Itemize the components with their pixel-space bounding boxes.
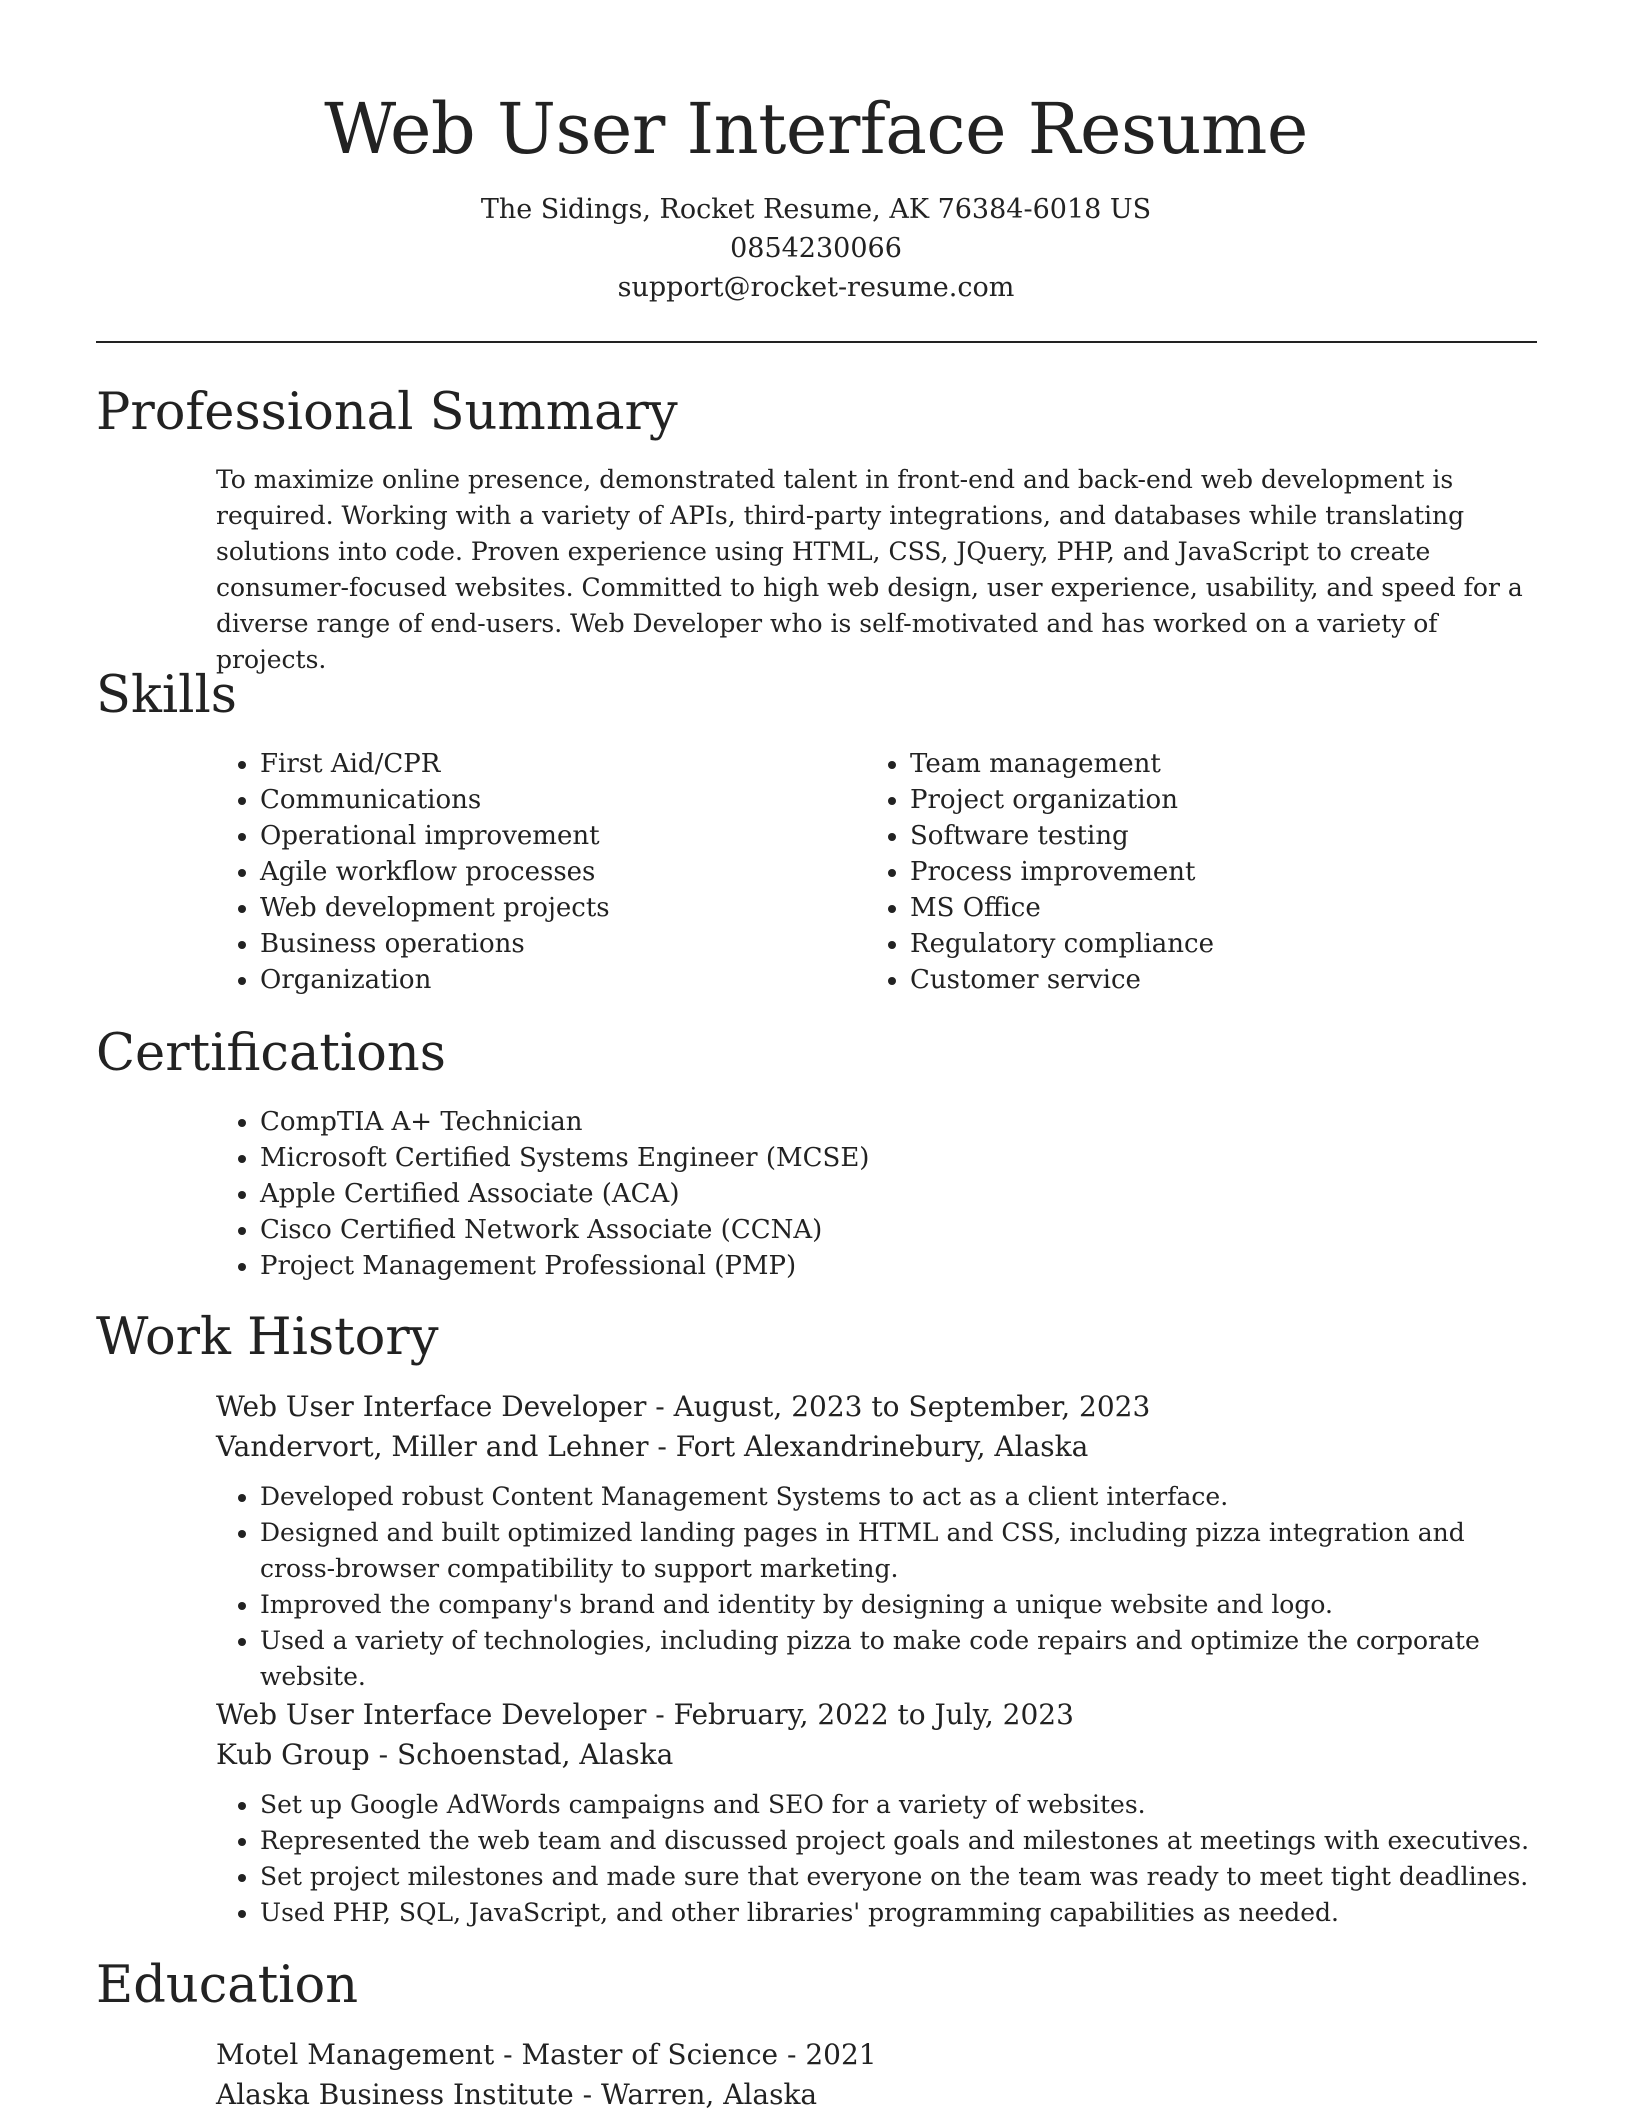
resume-name: Web User Interface Resume — [324, 88, 1308, 170]
job-bullet: • Improved the company's brand and identity by designing a unique website and logo. — [260, 1587, 1536, 1623]
skill-item: • Operational improvement — [260, 818, 610, 854]
skill-item: • Regulatory compliance — [910, 926, 1214, 962]
skill-item: • Agile workflow processes — [260, 854, 610, 890]
job-bullet: • Set project milestones and made sure that everyone on the team was ready to meet tight deadlines. — [260, 1859, 1536, 1895]
email: support@rocket-resume.com — [617, 272, 1015, 303]
education-heading: Education — [96, 1956, 359, 2015]
skill-item: • Business operations — [260, 926, 610, 962]
certifications-heading: Certifications — [96, 1024, 446, 1083]
job-bullet: • Used PHP, SQL, JavaScript, and other libraries' programming capabilities as needed. — [260, 1895, 1536, 1931]
summary-heading: Professional Summary — [96, 383, 678, 442]
certification-item: • CompTIA A+ Technician — [260, 1104, 869, 1140]
education-entry — [216, 2035, 1536, 2115]
job-entry — [216, 1387, 1536, 1695]
job-bullet: • Developed robust Content Management Systems to act as a client interface. — [260, 1479, 1536, 1515]
skill-item: • Process improvement — [910, 854, 1214, 890]
skill-item: • Organization — [260, 962, 610, 998]
degree-line: Motel Management - Master of Science - 2021 — [216, 2038, 877, 2071]
summary-text: To maximize online presence, demonstrated talent in front-end and back-end web development is required. Working with a variety of APIs, third-party integrations, and databases while translating solutions into code. Proven experience using HTML, CSS, JQuery, PHP, and JavaScript to create consumer-focused websites. Committed to high web design, user experience, usability, and speed for a diverse range of end-users. Web Developer who is self-motivated and has worked on a variety of projects. — [216, 465, 1523, 674]
skills-column-right — [866, 746, 1214, 998]
skill-item: • Communications — [260, 782, 610, 818]
skill-item: • Web development projects — [260, 890, 610, 926]
resume-header — [0, 0, 1632, 307]
job-company-line: Vandervort, Miller and Lehner - Fort Alexandrinebury, Alaska — [216, 1430, 1089, 1463]
skill-item: • Software testing — [910, 818, 1214, 854]
skill-item: • MS Office — [910, 890, 1214, 926]
job-bullet: • Used a variety of technologies, including pizza to make code repairs and optimize the corporate website. — [260, 1623, 1536, 1695]
contact-info — [0, 190, 1632, 307]
certification-item: • Microsoft Certified Systems Engineer (MCSE) — [260, 1140, 869, 1176]
skill-item: • First Aid/CPR — [260, 746, 610, 782]
skill-item: • Customer service — [910, 962, 1214, 998]
job-bullet: • Set up Google AdWords campaigns and SEO for a variety of websites. — [260, 1787, 1536, 1823]
skills-heading: Skills — [96, 666, 237, 725]
header-divider — [96, 341, 1537, 343]
school-line: Alaska Business Institute - Warren, Alaska — [216, 2078, 818, 2111]
skills-column-left — [216, 746, 610, 998]
skill-item: • Project organization — [910, 782, 1214, 818]
address: The Sidings, Rocket Resume, AK 76384-6018 US — [480, 194, 1152, 225]
certification-item: • Cisco Certified Network Associate (CCNA) — [260, 1212, 869, 1248]
job-bullets — [216, 1479, 1536, 1695]
phone: 0854230066 — [730, 233, 902, 264]
work-history-heading: Work History — [96, 1308, 439, 1367]
job-bullet: • Represented the web team and discussed project goals and milestones at meetings with executives. — [260, 1823, 1536, 1859]
certifications-list — [216, 1104, 869, 1284]
skill-item: • Team management — [910, 746, 1214, 782]
job-bullet: • Designed and built optimized landing pages in HTML and CSS, including pizza integration and cross-browser compatibility to support marketing. — [260, 1515, 1536, 1587]
certification-item: • Project Management Professional (PMP) — [260, 1248, 869, 1284]
job-title-line: Web User Interface Developer - August, 2023 to September, 2023 — [216, 1390, 1151, 1423]
job-bullets — [216, 1787, 1536, 1931]
job-company-line: Kub Group - Schoenstad, Alaska — [216, 1738, 674, 1771]
job-entry — [216, 1695, 1536, 1931]
job-title-line: Web User Interface Developer - February, 2022 to July, 2023 — [216, 1698, 1074, 1731]
certification-item: • Apple Certified Associate (ACA) — [260, 1176, 869, 1212]
